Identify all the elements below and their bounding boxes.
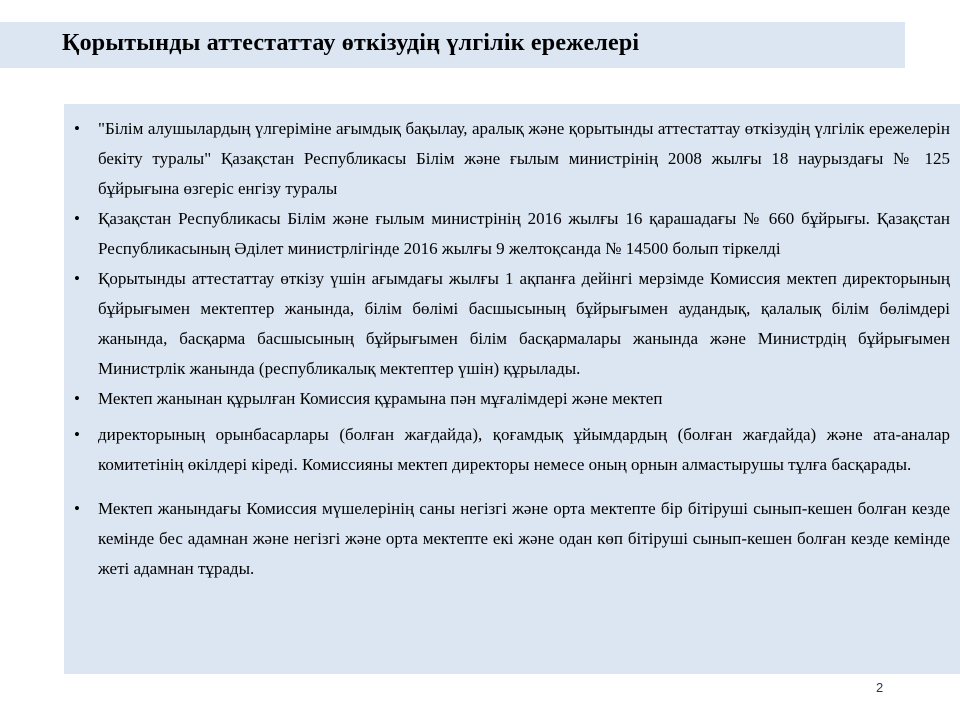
content-box — [64, 104, 960, 674]
bullet-item-2: • Қазақстан Республикасы Білім және ғылым министрінің 2016 жылғы 16 қарашадағы № 660 бұйрығы. Қазақстан Республикасының Әділет министрлігінде 2016 жылғы 9 желтоқсанда № 14500 болып тіркелді — [64, 204, 950, 264]
bullet-item-6: • Мектеп жанындағы Комиссия мүшелерінің саны негізгі және орта мектепте бір бітіруші сынып-кешен болған кезде кемінде бес адамнан және негізгі және орта мектепте екі және одан көп бітіруші сынып-кешен болған кезде кемінде жеті адамнан тұрады. — [64, 494, 950, 584]
bullet-item-5: • директорының орынбасарлары (болған жағдайда), қоғамдық ұйымдардың (болған жағдайда) және ата-аналар комитетінің өкілдері кіреді. Комиссияны мектеп директоры немесе оның орнын алмастырушы тұлға басқарады. — [64, 420, 950, 480]
bullet-item-4: • Мектеп жанынан құрылған Комиссия құрамына пән мұғалімдері және мектеп — [64, 384, 950, 414]
page-number: 2 — [876, 680, 884, 695]
bullet-item-3: • Қорытынды аттестаттау өткізу үшін ағымдағы жылғы 1 ақпанға дейінгі мерзімде Комиссия мектеп директорының бұйрығымен мектептер жанында, білім бөлімі басшысының бұйрығымен аудандық, қалалық білім бөлімдері жанында, басқарма басшысының бұйрығымен білім басқармалары жанында және Министрдің бұйрығымен Министрлік жанында (республикалық мектептер үшін) құрылады. — [64, 264, 950, 384]
bullet-list — [64, 104, 960, 584]
slide-title: Қорытынды аттестаттау өткізудің үлгілік ережелері — [62, 30, 640, 56]
bullet-item-1: • "Білім алушылардың үлгеріміне ағымдық бақылау, аралық және қорытынды аттестаттау өткізудің үлгілік ережелерін бекіту туралы" Қазақстан Республикасы Білім және ғылым министрінің 2008 жылғы 18 наурыздағы № 125 бұйрығына өзгеріс енгізу туралы — [64, 114, 950, 204]
